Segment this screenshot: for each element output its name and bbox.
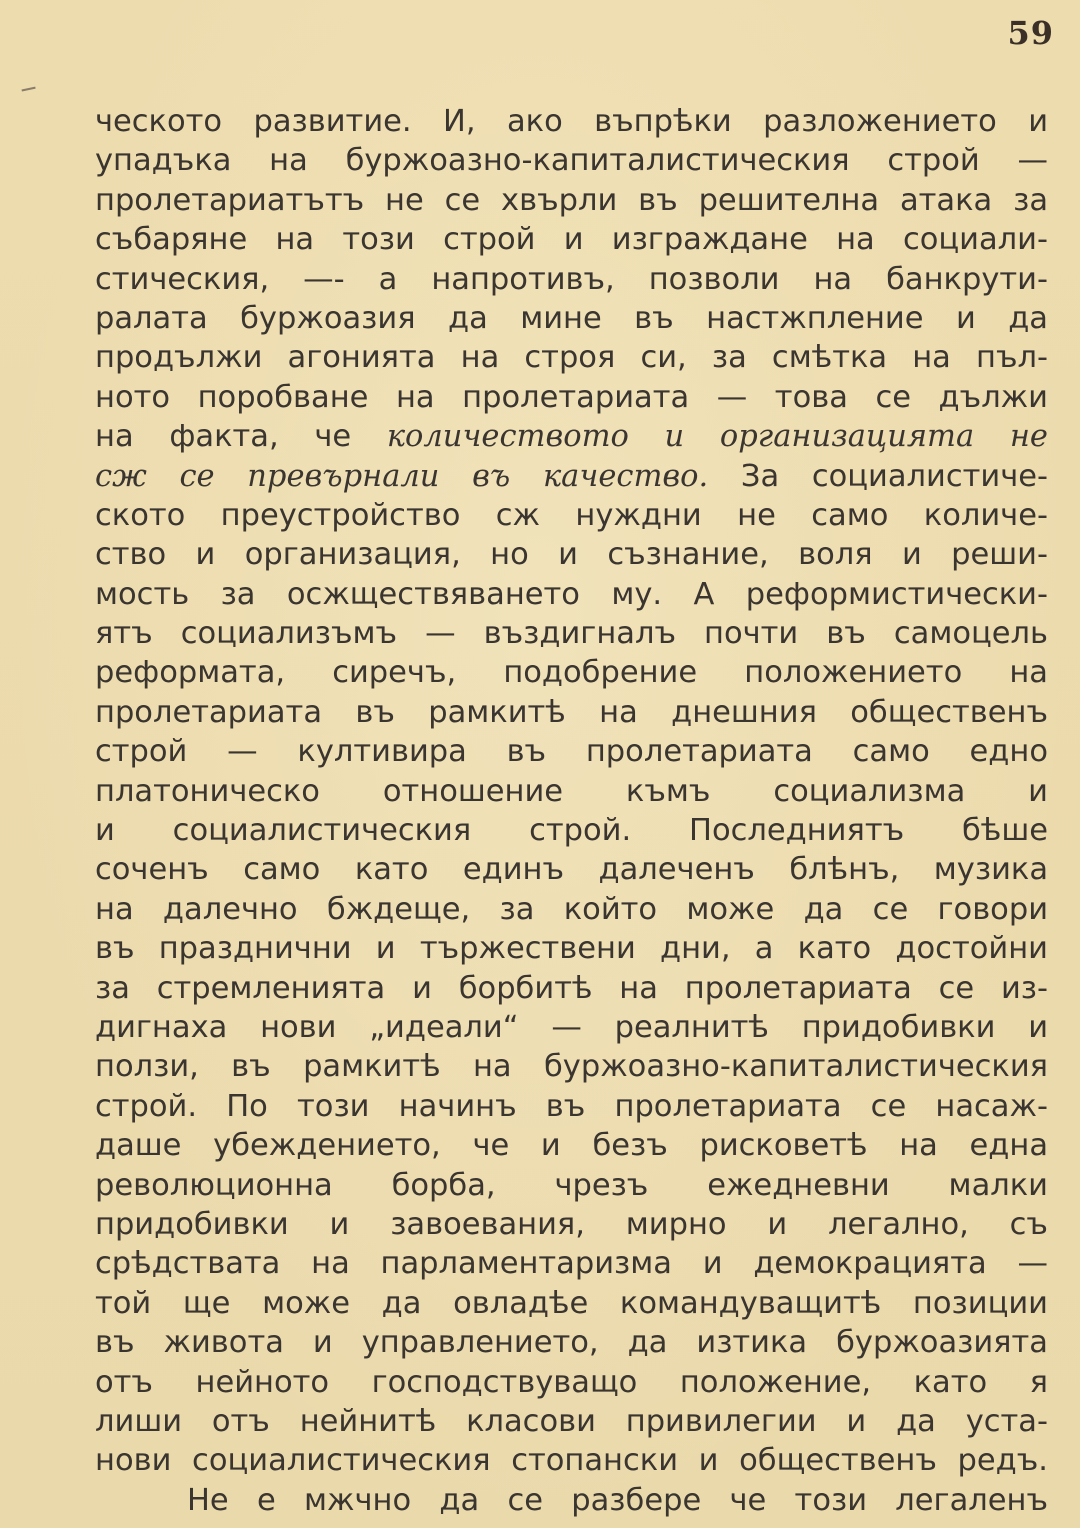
italic-emphasis: количеството и организацията не — [386, 419, 1048, 455]
text-span: даше убеждението, че и безъ рисковетѣ на една — [95, 1128, 1048, 1164]
text-span: дигнаха нови „идеали“ — реалнитѣ придобивки и — [95, 1009, 1048, 1045]
text-span: мость за осжществяването му. А реформистически- — [95, 576, 1048, 612]
text-line — [95, 1166, 1048, 1205]
text-line — [95, 575, 1048, 614]
text-span: продължи агонията на строя си, за смѣтка на пъл- — [95, 340, 1048, 376]
text-span: нови социалистическия стопански и общественъ редъ. — [95, 1443, 1048, 1479]
text-span: той ще може да овладѣе командуващитѣ позиции — [95, 1285, 1048, 1321]
text-line — [95, 1244, 1048, 1283]
text-span: реформата, сиречъ, подобрение положението на — [95, 655, 1048, 691]
text-span: въ празднични и тържествени дни, а като достойни — [95, 931, 1048, 967]
text-span: придобивки и завоевания, мирно и легално, съ — [95, 1206, 1048, 1242]
italic-emphasis: сж се превърнали въ качество. — [95, 458, 709, 494]
text-span: строй — култивира въ пролетариата само едно — [95, 734, 1048, 770]
text-span: соченъ само като единъ далеченъ блѣнъ, музика — [95, 852, 1048, 888]
text-line — [95, 850, 1048, 889]
text-line — [95, 417, 1048, 456]
text-span: стическия, —- а напротивъ, позволи на банкрути- — [95, 261, 1048, 297]
text-line — [95, 1323, 1048, 1362]
text-span: събаряне на този строй и изграждане на социали- — [95, 222, 1048, 258]
text-line — [95, 299, 1048, 338]
text-span: ство и организация, но и съзнание, воля и реши- — [95, 537, 1048, 573]
text-line — [95, 772, 1048, 811]
text-line — [95, 1441, 1048, 1480]
body-text — [95, 102, 1048, 1520]
text-span: за стремленията и борбитѣ на пролетариата се из- — [95, 970, 1048, 1006]
text-line — [95, 1205, 1048, 1244]
text-line — [95, 1087, 1048, 1126]
page-number: 59 — [1007, 14, 1054, 52]
text-line — [95, 1126, 1048, 1165]
text-line — [95, 260, 1048, 299]
text-line — [95, 1284, 1048, 1323]
text-line — [95, 535, 1048, 574]
text-line — [95, 811, 1048, 850]
text-span: на факта, че — [95, 419, 387, 455]
text-line — [95, 693, 1048, 732]
text-span: и социалистическия строй. Последниятъ бѣше — [95, 813, 1048, 849]
text-span: упадъка на буржоазно-капиталистическия строй — — [95, 143, 1048, 179]
text-span: строй. По този начинъ въ пролетариата се насаж- — [95, 1088, 1048, 1124]
text-span: ятъ социализъмъ — въздигналъ почти въ самоцель — [95, 616, 1048, 652]
text-span: на далечно бждеще, за който може да се говори — [95, 891, 1048, 927]
text-span: отъ нейното господствуващо положение, като я — [95, 1364, 1048, 1400]
text-line — [95, 378, 1048, 417]
text-line — [95, 102, 1048, 141]
text-line — [95, 496, 1048, 535]
text-line — [95, 614, 1048, 653]
text-line — [95, 653, 1048, 692]
text-span: За социалистиче- — [708, 458, 1048, 494]
text-line — [95, 1402, 1048, 1441]
text-span: ското преустройство сж нуждни не само количе- — [95, 497, 1048, 533]
text-line — [95, 1047, 1048, 1086]
text-line — [95, 929, 1048, 968]
text-span: срѣдствата на парламентаризма и демокрацията — — [95, 1246, 1048, 1282]
text-line — [95, 969, 1048, 1008]
text-span: ното поробване на пролетариата — това се дължи — [95, 379, 1048, 415]
text-span: пролетариатътъ не се хвърли въ решителна атака за — [95, 182, 1048, 218]
margin-mark — [22, 87, 37, 96]
text-line — [95, 141, 1048, 180]
text-line — [95, 457, 1048, 496]
text-span: Не е мжчно да се разбере че този легаленъ — [187, 1482, 1048, 1518]
text-line — [95, 732, 1048, 771]
text-span: лиши отъ нейнитѣ класови привилегии и да уста- — [95, 1403, 1048, 1439]
text-span: въ живота и управлението, да изтика буржоазията — [95, 1325, 1048, 1361]
text-span: ралата буржоазия да мине въ настжпление и да — [95, 300, 1048, 336]
text-line — [95, 1363, 1048, 1402]
text-line — [95, 1481, 1048, 1520]
text-span: платоническо отношение къмъ социализма и — [95, 773, 1048, 809]
text-span: ческото развитие. И, ако въпрѣки разложението и — [95, 104, 1048, 139]
text-span: ползи, въ рамкитѣ на буржоазно-капиталистическия — [95, 1049, 1048, 1085]
text-line — [95, 1008, 1048, 1047]
text-span: пролетариата въ рамкитѣ на днешния общественъ — [95, 694, 1048, 730]
text-line — [95, 890, 1048, 929]
text-line — [95, 338, 1048, 377]
text-line — [95, 220, 1048, 259]
text-line — [95, 181, 1048, 220]
text-span: революционна борба, чрезъ ежедневни малки — [95, 1167, 1048, 1203]
